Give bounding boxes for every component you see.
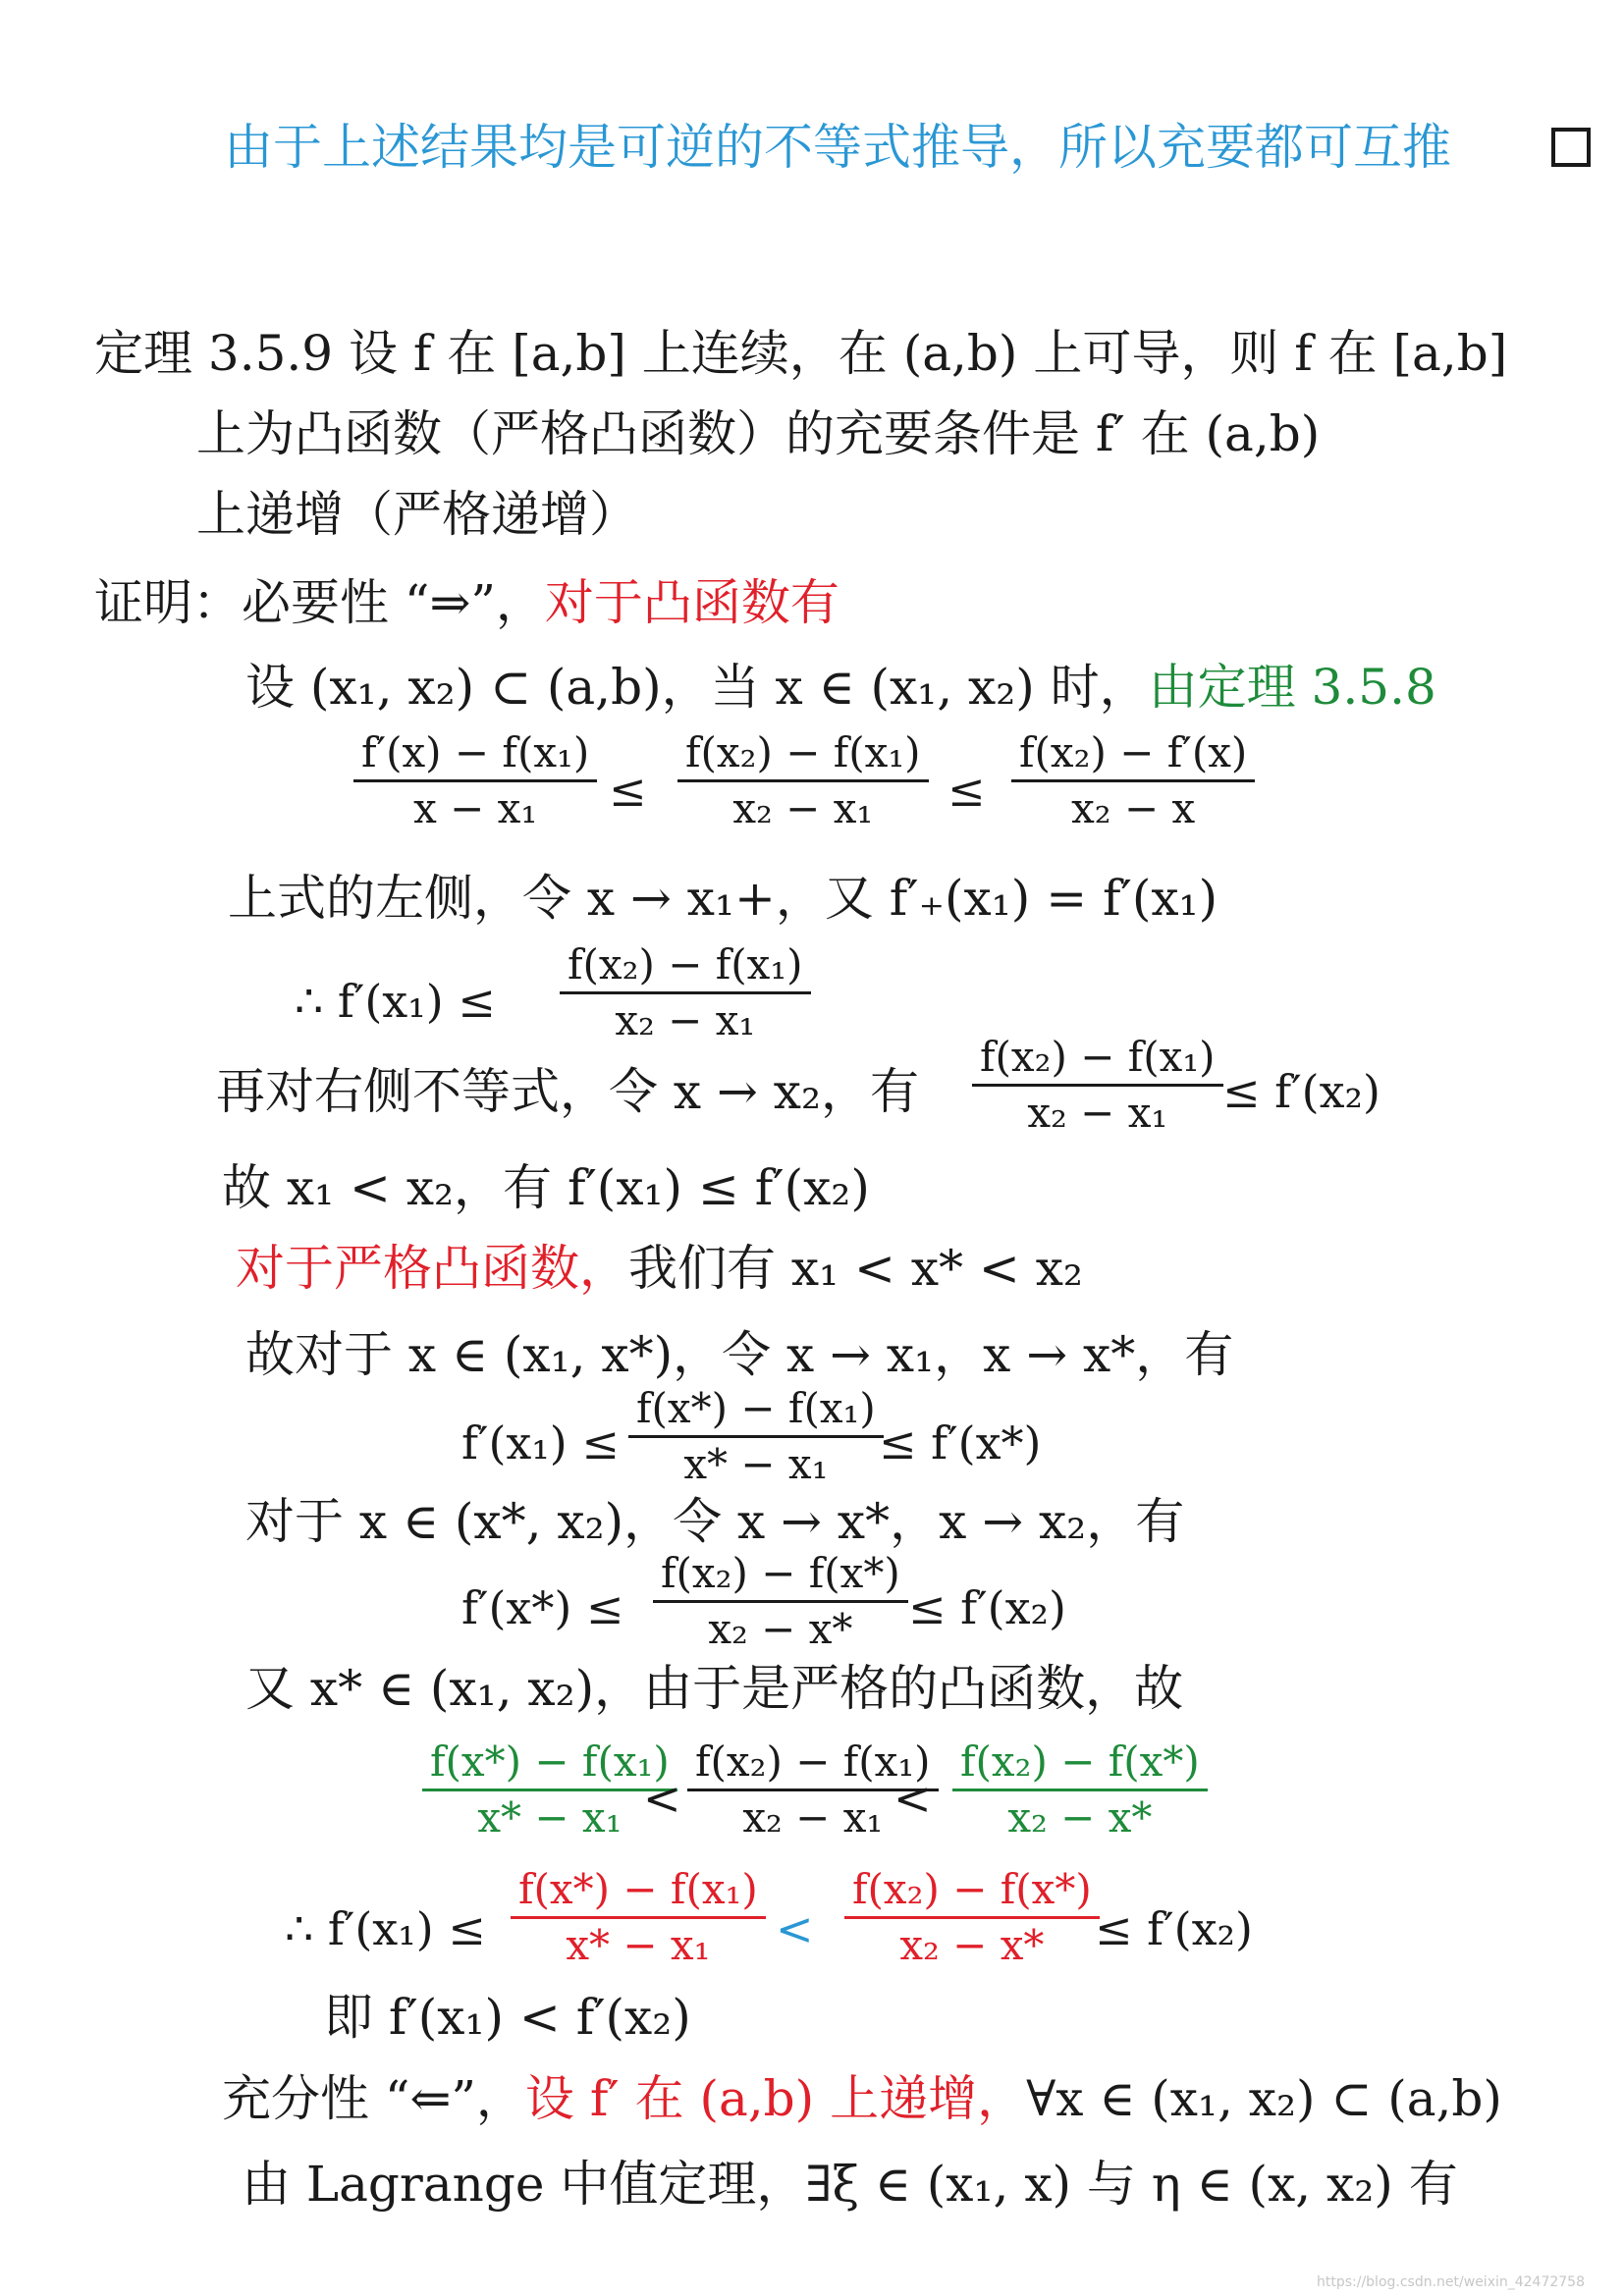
lagrange-line: 由 Lagrange 中值定理，∃ξ ∈ (x₁, x) 与 η ∈ (x, x₂) 有 (242, 2156, 1458, 2213)
therefore1-numerator: f(x₂) − f(x₁) (568, 940, 803, 988)
theorem-line-3: 上递增（严格递增） (196, 486, 638, 543)
ineq4-k-numerator: f(x₂) − f(x₁) (695, 1737, 931, 1786)
ineq1-f3-numerator: f(x₂) − f′(x) (1019, 728, 1248, 776)
necessity-label: 必要性 “⇒”， (242, 574, 545, 631)
ineq2-numerator: f(x*) − f(x₁) (636, 1384, 876, 1432)
ineq5-r1-numerator: f(x*) − f(x₁) (518, 1865, 758, 1913)
case-2-line: 对于 x ∈ (x*, x₂)，令 x → x*，x → x₂，有 (245, 1493, 1185, 1550)
fraction-bar (677, 779, 929, 782)
right-side-fraction (972, 1033, 1223, 1138)
proof-setup-line (245, 658, 1436, 717)
header-note: 由于上述结果均是可逆的不等式推导，所以充要都可互推 (224, 119, 1451, 176)
watermark: https://blog.csdn.net/weixin_42472758 (1316, 2274, 1585, 2290)
right-side-numerator: f(x₂) − f(x₁) (980, 1033, 1216, 1081)
ineq4-fraction-3 (952, 1737, 1208, 1842)
ineq1-f3-denominator: x₂ − x (1071, 784, 1196, 832)
setup-text: 设 (x₁, x₂) ⊂ (a,b)，当 x ∈ (x₁, x₂) 时， (245, 659, 1149, 716)
therefore1-fraction (560, 940, 811, 1045)
sufficiency-label: 充分性 “⇐”， (222, 2070, 525, 2127)
ineq1-fraction-1 (353, 728, 597, 833)
ineq3-rhs: ≤ f′(x₂) (908, 1581, 1066, 1634)
strict-rest: 我们有 x₁ < x* < x₂ (628, 1240, 1083, 1297)
ineq5-fraction-2 (844, 1865, 1100, 1970)
checkbox-square (1551, 128, 1591, 167)
conclusion-1: 故 x₁ < x₂，有 f′(x₁) ≤ f′(x₂) (222, 1159, 870, 1216)
proof-label: 证明： (94, 574, 242, 631)
ineq3-denominator: x₂ − x* (708, 1605, 853, 1653)
strict-line (236, 1239, 1083, 1298)
ineq5-r2-denominator: x₂ − x* (899, 1921, 1045, 1969)
ineq5-lhs: ∴ f′(x₁) ≤ (285, 1902, 486, 1955)
sufficiency-rest: ∀x ∈ (x₁, x₂) ⊂ (a,b) (1026, 2070, 1502, 2127)
theorem-line-2: 上为凸函数（严格凸函数）的充要条件是 f′ 在 (a,b) (196, 405, 1321, 462)
ineq4-op-2: < (893, 1772, 932, 1825)
ineq3-numerator: f(x₂) − f(x*) (661, 1549, 900, 1597)
ineq1-fraction-2 (677, 728, 929, 833)
ineq4-fraction-1 (422, 1737, 677, 1842)
proof-necessity-line (94, 573, 839, 632)
ineq5-op: < (776, 1902, 814, 1955)
ineq2-rhs: ≤ f′(x*) (879, 1416, 1042, 1469)
ineq1-f2-denominator: x₂ − x₁ (732, 784, 874, 832)
left-side-line: 上式的左侧，令 x → x₁+，又 f′₊(x₁) = f′(x₁) (228, 870, 1218, 927)
fraction-bar (1011, 779, 1255, 782)
therefore1-lhs: ∴ f′(x₁) ≤ (295, 975, 496, 1028)
sufficiency-line (222, 2069, 1502, 2128)
ineq1-f1-numerator: f′(x) − f(x₁) (361, 728, 590, 776)
case-3-line: 又 x* ∈ (x₁, x₂)，由于是严格的凸函数，故 (245, 1660, 1184, 1717)
ineq1-op-1: ≤ (609, 764, 647, 817)
ineq1-f2-numerator: f(x₂) − f(x₁) (685, 728, 921, 776)
ineq2-denominator: x* − x₁ (683, 1440, 829, 1488)
fraction-bar (628, 1435, 884, 1438)
necessity-red-note: 对于凸函数有 (544, 574, 839, 631)
fraction-bar (353, 779, 597, 782)
strict-red-note: 对于严格凸函数， (236, 1240, 628, 1297)
ineq4-h-denominator: x₂ − x* (1007, 1793, 1153, 1842)
ineq5-r2-numerator: f(x₂) − f(x*) (852, 1865, 1092, 1913)
ineq4-op-1: < (643, 1772, 681, 1825)
ineq4-k-denominator: x₂ − x₁ (742, 1793, 884, 1842)
ineq2-lhs: f′(x₁) ≤ (461, 1416, 620, 1469)
ineq4-g-numerator: f(x*) − f(x₁) (430, 1737, 670, 1786)
ineq3-lhs: f′(x*) ≤ (461, 1581, 624, 1634)
fraction-bar (511, 1916, 766, 1919)
ineq1-f1-denominator: x − x₁ (413, 784, 538, 832)
ineq1-fraction-3 (1011, 728, 1255, 833)
fraction-bar (844, 1916, 1100, 1919)
ineq5-fraction-1 (511, 1865, 766, 1970)
ineq1-op-2: ≤ (947, 764, 986, 817)
right-side-rhs: ≤ f′(x₂) (1222, 1065, 1380, 1118)
therefore1-denominator: x₂ − x₁ (615, 996, 756, 1044)
ineq5-r1-denominator: x* − x₁ (566, 1921, 711, 1969)
fraction-bar (422, 1789, 677, 1791)
right-side-denominator: x₂ − x₁ (1027, 1089, 1168, 1137)
fraction-bar (972, 1084, 1223, 1087)
sufficiency-red-note: 设 f′ 在 (a,b) 上递增， (524, 2070, 1027, 2127)
ie-line: 即 f′(x₁) < f′(x₂) (324, 1989, 691, 2046)
theorem-line-1: 定理 3.5.9 设 f 在 [a,b] 上连续，在 (a,b) 上可导，则 f 在 [a,b] (94, 325, 1508, 382)
right-side-text: 再对右侧不等式，令 x → x₂，有 (216, 1063, 920, 1120)
ineq2-fraction (628, 1384, 884, 1489)
ineq5-rhs: ≤ f′(x₂) (1095, 1902, 1253, 1955)
case-1-line: 故对于 x ∈ (x₁, x*)，令 x → x₁，x → x*，有 (245, 1326, 1234, 1383)
ineq4-g-denominator: x* − x₁ (477, 1793, 623, 1842)
fraction-bar (560, 991, 811, 994)
fraction-bar (653, 1600, 908, 1603)
fraction-bar (952, 1789, 1208, 1791)
ineq4-h-numerator: f(x₂) − f(x*) (960, 1737, 1200, 1786)
setup-green-note: 由定理 3.5.8 (1148, 659, 1436, 716)
ineq3-fraction (653, 1549, 908, 1654)
